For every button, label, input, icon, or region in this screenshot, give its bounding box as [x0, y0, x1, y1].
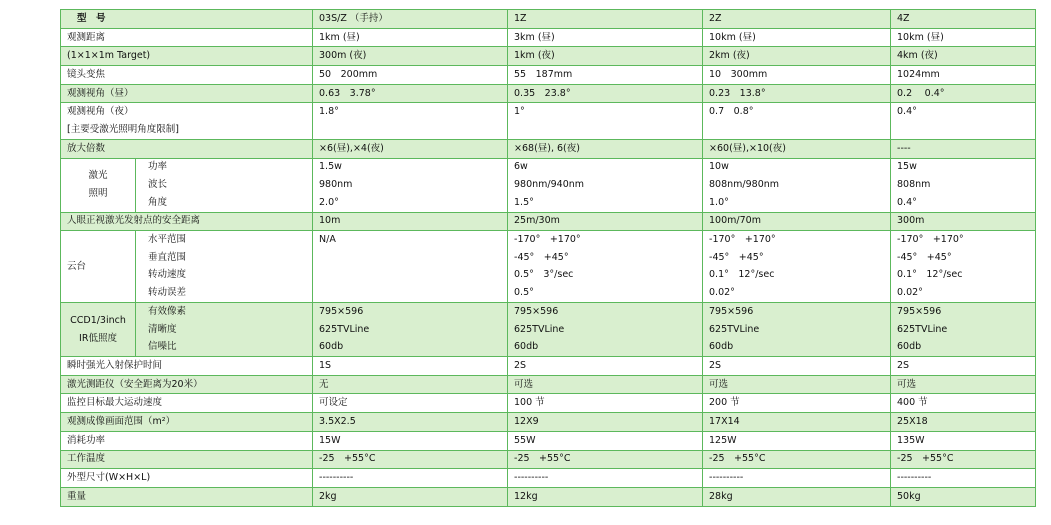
cell: 1S	[313, 357, 508, 376]
row-label: 消耗功率	[61, 431, 313, 450]
row-zoom	[61, 66, 1036, 85]
cell	[313, 249, 508, 267]
cell: -170° +170°	[891, 231, 1036, 249]
row-label: 重量	[61, 487, 313, 506]
model-2z: 2Z	[703, 10, 891, 29]
cell: 0.1° 12°/sec	[703, 267, 891, 285]
cell: 0.02°	[891, 284, 1036, 302]
row-laser-angle	[61, 194, 1036, 212]
cell: 1.5°	[508, 194, 703, 212]
row-label: 角度	[136, 194, 313, 212]
cell: 可选	[891, 375, 1036, 394]
group-label-ccd-line2: IR低照度	[79, 332, 117, 344]
cell: 0.2 0.4°	[891, 84, 1036, 103]
cell: 0.5° 3°/sec	[508, 267, 703, 285]
cell: 1°	[508, 103, 703, 121]
cell: 12X9	[508, 413, 703, 432]
cell: 0.23 13.8°	[703, 84, 891, 103]
row-label: 观测视角（夜）	[61, 103, 313, 121]
row-ccd-snr	[61, 338, 1036, 356]
cell: ----------	[313, 469, 508, 488]
cell: 1024mm	[891, 66, 1036, 85]
cell: 1.5w	[313, 158, 508, 176]
cell: 625TVLine	[891, 321, 1036, 339]
cell: 300m (夜)	[313, 47, 508, 66]
row-rangefinder	[61, 375, 1036, 394]
row-label: 观测距离	[61, 28, 313, 47]
row-ptz-error	[61, 284, 1036, 302]
cell: ----------	[508, 469, 703, 488]
row-fov-night	[61, 103, 1036, 121]
row-ptz-pan	[61, 231, 1036, 249]
cell: 无	[313, 375, 508, 394]
row-label: 波长	[136, 176, 313, 194]
row-max-speed	[61, 394, 1036, 413]
cell: 50 200mm	[313, 66, 508, 85]
cell: 2S	[891, 357, 1036, 376]
row-label: 监控目标最大运动速度	[61, 394, 313, 413]
cell: 2S	[703, 357, 891, 376]
cell: 17X14	[703, 413, 891, 432]
cell: ----------	[703, 469, 891, 488]
cell: 15w	[891, 158, 1036, 176]
model-4z: 4Z	[891, 10, 1036, 29]
cell: 0.4°	[891, 194, 1036, 212]
cell: 12kg	[508, 487, 703, 506]
row-label: 转动速度	[136, 267, 313, 285]
row-fov-day	[61, 84, 1036, 103]
row-ccd-pixels	[61, 303, 1036, 321]
row-temp	[61, 450, 1036, 469]
cell: 10km (昼)	[891, 28, 1036, 47]
cell: 10w	[703, 158, 891, 176]
cell: 28kg	[703, 487, 891, 506]
cell: 6w	[508, 158, 703, 176]
cell: -170° +170°	[703, 231, 891, 249]
cell: 0.7 0.8°	[703, 103, 891, 121]
cell: 可设定	[313, 394, 508, 413]
row-safety	[61, 212, 1036, 231]
cell: 10 300mm	[703, 66, 891, 85]
row-label: 观测成像画面范围（m²）	[61, 413, 313, 432]
row-label: 垂直范围	[136, 249, 313, 267]
row-label: 瞬时强光入射保护时间	[61, 357, 313, 376]
cell: -25 +55°C	[508, 450, 703, 469]
cell: 808nm/980nm	[703, 176, 891, 194]
cell: 0.02°	[703, 284, 891, 302]
row-ccd-resolution	[61, 321, 1036, 339]
cell: 4km (夜)	[891, 47, 1036, 66]
model-03sz: 03S/Z （手持）	[313, 10, 508, 29]
group-label-ccd-line1: CCD1/3inch	[70, 314, 126, 326]
cell: 0.5°	[508, 284, 703, 302]
cell: ----	[891, 139, 1036, 158]
row-label: 水平范围	[136, 231, 313, 249]
row-label: 功率	[136, 158, 313, 176]
cell: 2.0°	[313, 194, 508, 212]
row-label: 工作温度	[61, 450, 313, 469]
cell: 0.63 3.78°	[313, 84, 508, 103]
cell: 795×596	[891, 303, 1036, 321]
row-label: (1×1×1m Target)	[61, 47, 313, 66]
cell: 2km (夜)	[703, 47, 891, 66]
row-label-note: [主要受激光照明角度限制]	[61, 121, 313, 139]
cell: 3km (昼)	[508, 28, 703, 47]
row-label: 人眼正视激光发射点的安全距离	[61, 212, 313, 231]
cell: N/A	[313, 231, 508, 249]
cell: 55 187mm	[508, 66, 703, 85]
row-label: 转动误差	[136, 284, 313, 302]
cell: ×60(昼),×10(夜)	[703, 139, 891, 158]
row-protect-time	[61, 357, 1036, 376]
row-laser-wavelength	[61, 176, 1036, 194]
cell: 1.0°	[703, 194, 891, 212]
cell: -45° +45°	[508, 249, 703, 267]
row-label: 观测视角（昼）	[61, 84, 313, 103]
cell: 795×596	[703, 303, 891, 321]
cell: 300m	[891, 212, 1036, 231]
cell: 980nm	[313, 176, 508, 194]
row-power-use	[61, 431, 1036, 450]
cell: 808nm	[891, 176, 1036, 194]
header-row	[61, 10, 1036, 29]
cell: 625TVLine	[313, 321, 508, 339]
cell: 60db	[508, 338, 703, 356]
cell: ×68(昼), 6(夜)	[508, 139, 703, 158]
cell: -25 +55°C	[703, 450, 891, 469]
cell: 10m	[313, 212, 508, 231]
cell: 2S	[508, 357, 703, 376]
cell: 60db	[891, 338, 1036, 356]
cell: 可选	[508, 375, 703, 394]
row-target	[61, 47, 1036, 66]
group-label-ccd	[61, 303, 136, 357]
cell: 795×596	[508, 303, 703, 321]
cell: 0.1° 12°/sec	[891, 267, 1036, 285]
cell: -45° +45°	[891, 249, 1036, 267]
cell: 60db	[313, 338, 508, 356]
cell: 可选	[703, 375, 891, 394]
cell: 980nm/940nm	[508, 176, 703, 194]
spec-table	[60, 9, 1036, 507]
group-label-laser: 激光 照明	[61, 158, 136, 212]
cell: 100 节	[508, 394, 703, 413]
row-ptz-speed	[61, 267, 1036, 285]
model-label: 型 号	[61, 10, 313, 29]
cell: -25 +55°C	[891, 450, 1036, 469]
row-label: 外型尺寸(W×H×L)	[61, 469, 313, 488]
cell: 125W	[703, 431, 891, 450]
cell: 0.35 23.8°	[508, 84, 703, 103]
cell: 625TVLine	[703, 321, 891, 339]
cell: 400 节	[891, 394, 1036, 413]
group-label-ptz: 云台	[61, 231, 136, 303]
cell: 1km (夜)	[508, 47, 703, 66]
row-label: 有效像素	[136, 303, 313, 321]
row-label: 信噪比	[136, 338, 313, 356]
row-label: 放大倍数	[61, 139, 313, 158]
cell: ×6(昼),×4(夜)	[313, 139, 508, 158]
cell: 625TVLine	[508, 321, 703, 339]
cell: 50kg	[891, 487, 1036, 506]
cell: 1km (昼)	[313, 28, 508, 47]
cell: 200 节	[703, 394, 891, 413]
model-1z: 1Z	[508, 10, 703, 29]
row-label: 激光测距仪（安全距离为20米）	[61, 375, 313, 394]
cell: 2kg	[313, 487, 508, 506]
cell: 100m/70m	[703, 212, 891, 231]
cell: 3.5X2.5	[313, 413, 508, 432]
row-image-range	[61, 413, 1036, 432]
cell: 25m/30m	[508, 212, 703, 231]
cell	[313, 284, 508, 302]
row-laser-power	[61, 158, 1036, 176]
cell: 15W	[313, 431, 508, 450]
row-fov-night-note	[61, 121, 1036, 139]
cell: 135W	[891, 431, 1036, 450]
cell: -170° +170°	[508, 231, 703, 249]
cell: 795×596	[313, 303, 508, 321]
row-ptz-tilt	[61, 249, 1036, 267]
cell: 1.8°	[313, 103, 508, 121]
row-label: 清晰度	[136, 321, 313, 339]
row-distance	[61, 28, 1036, 47]
cell: 25X18	[891, 413, 1036, 432]
cell: -25 +55°C	[313, 450, 508, 469]
cell: 10km (昼)	[703, 28, 891, 47]
cell	[313, 267, 508, 285]
cell: 60db	[703, 338, 891, 356]
row-label: 镜头变焦	[61, 66, 313, 85]
cell: ----------	[891, 469, 1036, 488]
cell: 55W	[508, 431, 703, 450]
row-size	[61, 469, 1036, 488]
row-weight	[61, 487, 1036, 506]
row-magnification	[61, 139, 1036, 158]
cell: -45° +45°	[703, 249, 891, 267]
cell: 0.4°	[891, 103, 1036, 121]
